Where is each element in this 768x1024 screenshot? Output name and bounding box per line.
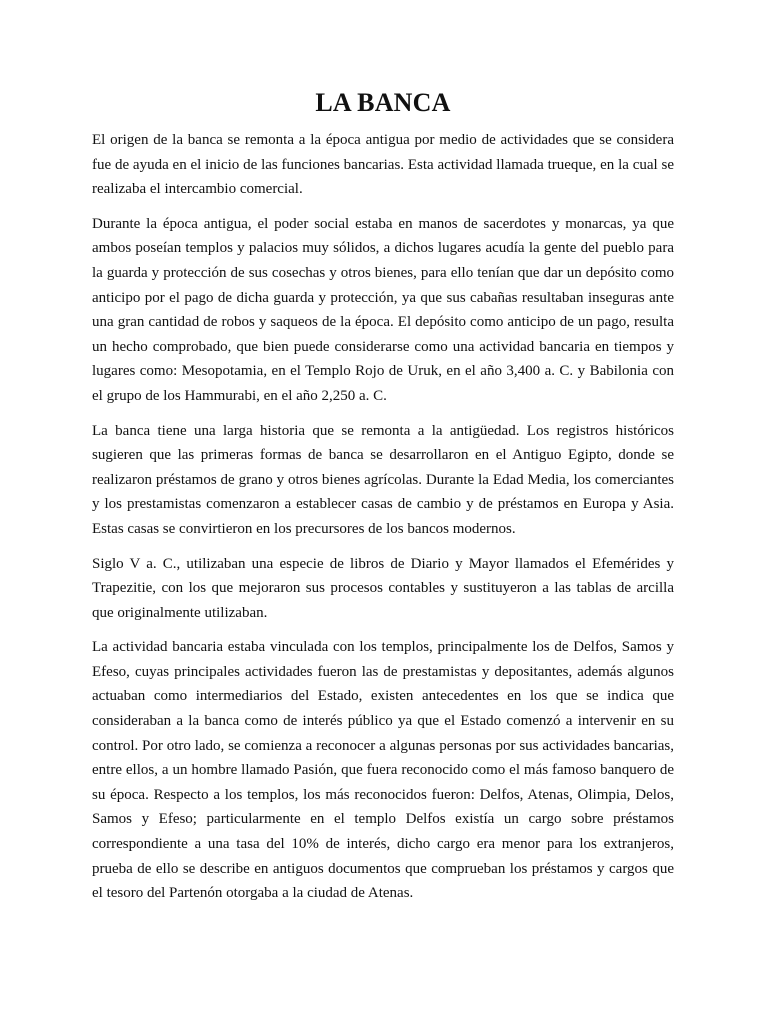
paragraph-templos: La actividad bancaria estaba vinculada con los templos, principalmente los de Delfos, Samos y Efeso, cuyas principales actividades fueron las de prestamistas y depositantes, además algunos actuaban como intermediarios del Estado, existen antecedentes en los que se indica que consideraban a la banca como de interés público ya que el Estado comenzó a intervenir en su control. Por otro lado, se comienza a reconocer a algunas personas por sus actividades bancarias, entre ellos, a un hombre llamado Pasión, que fuera reconocido como el más famoso banquero de su época. Respecto a los templos, los más reconocidos fueron: Delfos, Atenas, Olimpia, Delos, Samos y Efeso; particularmente en el templo Delfos existía un cargo sobre préstamos correspondiente a una tasa del 10% de interés, dicho cargo era menor para los extranjeros, prueba de ello se describe en antiguos documentos que comprueban los préstamos y cargos que el tesoro del Partenón otorgaba a la ciudad de Atenas. (92, 639, 674, 902)
paragraph-origen: El origen de la banca se remonta a la época antigua por medio de actividades que se considera fue de ayuda en el inicio de las funciones bancarias. Esta actividad llamada trueque, en la cual se realizaba el intercambio comercial. (92, 132, 674, 198)
paragraph-siglo-v: Siglo V a. C., utilizaban una especie de libros de Diario y Mayor llamados el Efemérides y Trapezitie, con los que mejoraron sus procesos contables y sustituyeron a las tablas de arcilla que originalmente utilizaban. (92, 555, 674, 621)
document-body (92, 86, 674, 916)
document-title: LA BANCA (315, 88, 451, 117)
paragraph-epoca-antigua: Durante la época antigua, el poder social estaba en manos de sacerdotes y monarcas, ya que ambos poseían templos y palacios muy sólidos, a dichos lugares acudía la gente del pueblo para la guarda y protección de sus cosechas y otros bienes, para ello tenían que dar un depósito como anticipo por el pago de dicha guarda y protección, ya que sus cabañas resultaban inseguras ante una gran cantidad de robos y saqueos de la época. El depósito como anticipo de un pago, resulta un hecho comprobado, que bien puede considerarse como una actividad bancaria en tiempos y lugares como: Mesopotamia, en el Templo Rojo de Uruk, en el año 3,400 a. C. y Babilonia con el grupo de los Hammurabi, en el año 2,250 a. C. (92, 215, 674, 404)
paragraph-historia: La banca tiene una larga historia que se remonta a la antigüedad. Los registros históricos sugieren que las primeras formas de banca se desarrollaron en el Antiguo Egipto, donde se realizaron préstamos de grano y otros bienes agrícolas. Durante la Edad Media, los comerciantes y los prestamistas comenzaron a establecer casas de cambio y de préstamos en Europa y Asia. Estas casas se convirtieron en los precursores de los bancos modernos. (92, 422, 674, 537)
